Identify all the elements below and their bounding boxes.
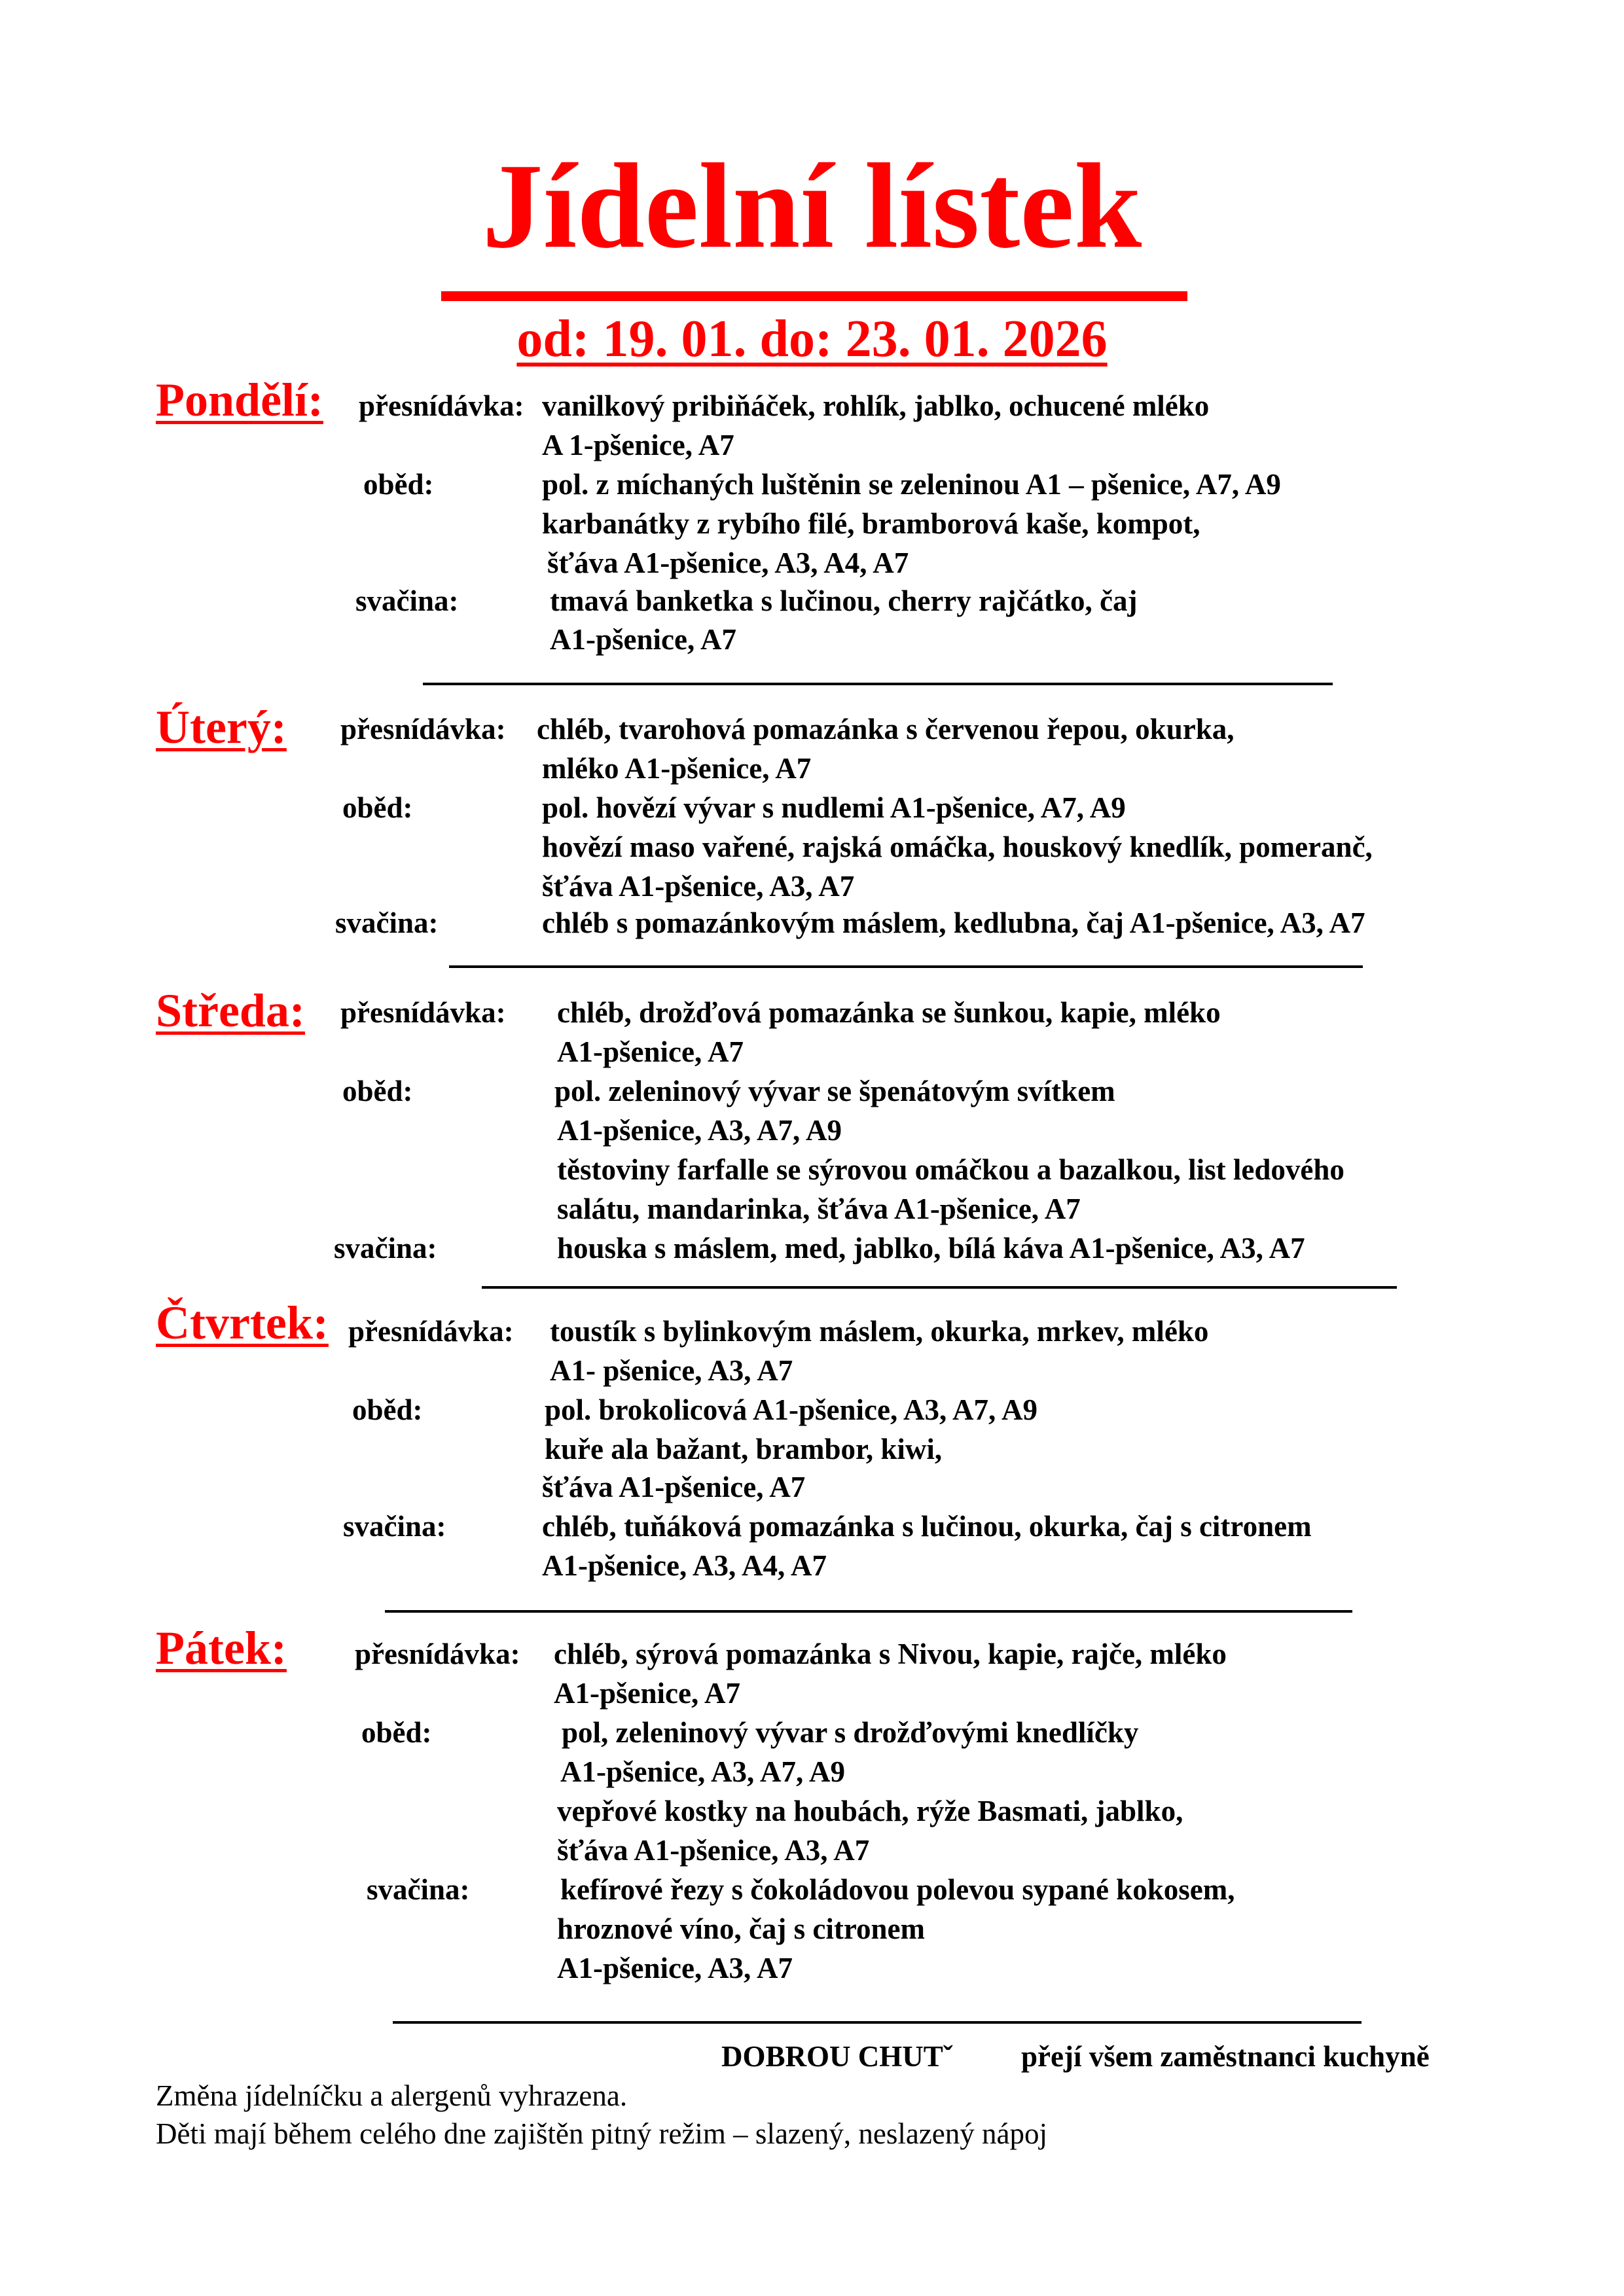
meal-line: vepřové kostky na houbách, rýže Basmati, jablko, [557, 1795, 1183, 1827]
footer-note-changes: Změna jídelníčku a alergenů vyhrazena. [156, 2079, 628, 2112]
meal-label-snack-afternoon: svačina: [334, 1232, 437, 1265]
meal-line: šťáva A1-pšenice, A7 [542, 1471, 806, 1503]
meal-label-snack-morning: přesnídávka: [359, 389, 524, 422]
day-separator [385, 1610, 1352, 1613]
meal-label-snack-morning: přesnídávka: [340, 713, 506, 745]
meal-label-snack-morning: přesnídávka: [348, 1315, 514, 1348]
meal-label-lunch: oběd: [342, 791, 413, 824]
meal-line: pol, zeleninový vývar s drožďovými knedlíčky [562, 1716, 1139, 1749]
meal-line: chléb, drožďová pomazánka se šunkou, kapie, mléko [557, 996, 1221, 1029]
meal-line: pol. brokolicová A1-pšenice, A3, A7, A9 [545, 1393, 1038, 1426]
day-separator [449, 965, 1363, 968]
meal-line: karbanátky z rybího filé, bramborová kaše, kompot, [542, 507, 1200, 540]
meal-line: šťáva A1-pšenice, A3, A7 [557, 1834, 870, 1867]
meal-line: A1- pšenice, A3, A7 [550, 1354, 793, 1387]
day-name-wednesday: Středa: [156, 984, 305, 1037]
meal-line: vanilkový pribiňáček, rohlík, jablko, ochucené mléko [542, 389, 1210, 422]
meal-line: A1-pšenice, A7 [557, 1035, 744, 1068]
day-separator [393, 2021, 1362, 2024]
meal-line: A1-pšenice, A3, A7, A9 [557, 1114, 842, 1147]
meal-line: hovězí maso vařené, rajská omáčka, houskový knedlík, pomeranč, [542, 831, 1373, 863]
meal-line: šťáva A1-pšenice, A3, A4, A7 [547, 547, 909, 579]
meal-line: mléko A1-pšenice, A7 [542, 752, 812, 785]
meal-label-lunch: oběd: [342, 1075, 413, 1107]
meal-line: chléb s pomazánkovým máslem, kedlubna, čaj A1-pšenice, A3, A7 [542, 906, 1365, 939]
meal-line: kefírové řezy s čokoládovou polevou sypané kokosem, [560, 1873, 1235, 1906]
day-name-monday: Pondělí: [156, 374, 324, 426]
meal-label-snack-afternoon: svačina: [335, 906, 439, 939]
meal-line: tmavá banketka s lučinou, cherry rajčátko, čaj [550, 584, 1138, 617]
meal-line: chléb, sýrová pomazánka s Nivou, kapie, rajče, mléko [554, 1638, 1227, 1670]
meal-label-lunch: oběd: [363, 468, 434, 501]
meal-line: hroznové víno, čaj s citronem [557, 1912, 926, 1945]
footer-note-drinks: Děti mají během celého dne zajištěn pitný režim – slazený, neslazený nápoj [156, 2117, 1047, 2150]
meal-line: A1-pšenice, A3, A4, A7 [542, 1549, 827, 1582]
meal-line: salátu, mandarinka, šťáva A1-pšenice, A7 [557, 1193, 1081, 1225]
meal-label-snack-morning: přesnídávka: [340, 996, 506, 1029]
day-name-friday: Pátek: [156, 1622, 287, 1674]
meal-line: pol. zeleninový vývar se špenátovým svítkem [554, 1075, 1115, 1107]
meal-label-snack-afternoon: svačina: [343, 1510, 446, 1543]
meal-line: kuře ala bažant, brambor, kiwi, [545, 1433, 943, 1465]
meal-line: A1-pšenice, A3, A7 [557, 1952, 793, 1984]
date-range: od: 19. 01. do: 23. 01. 2026 [516, 310, 1108, 368]
meal-label-lunch: oběd: [352, 1393, 423, 1426]
footer-greeting: DOBROU CHUTˇ [721, 2040, 953, 2073]
day-name-tuesday: Úterý: [156, 701, 287, 753]
meal-label-snack-afternoon: svačina: [355, 584, 459, 617]
meal-line: A 1-pšenice, A7 [542, 429, 734, 461]
meal-line: těstoviny farfalle se sýrovou omáčkou a bazalkou, list ledového [557, 1153, 1344, 1186]
meal-line: pol. z míchaných luštěnin se zeleninou A1 – pšenice, A7, A9 [542, 468, 1281, 501]
day-separator [482, 1286, 1397, 1289]
day-name-thursday: Čtvrtek: [156, 1297, 329, 1349]
day-separator [423, 683, 1333, 685]
meal-line: A1-pšenice, A7 [550, 623, 736, 656]
footer-from: přejí všem zaměstnanci kuchyně [1021, 2040, 1430, 2073]
meal-line: houska s máslem, med, jablko, bílá káva A1-pšenice, A3, A7 [557, 1232, 1305, 1265]
meal-line: A1-pšenice, A3, A7, A9 [560, 1755, 846, 1788]
meal-line: chléb, tvarohová pomazánka s červenou řepou, okurka, [537, 713, 1235, 745]
page-title: Jídelní lístek [482, 139, 1142, 274]
meal-line: pol. hovězí vývar s nudlemi A1-pšenice, A7, A9 [542, 791, 1126, 824]
meal-label-snack-morning: přesnídávka: [355, 1638, 520, 1670]
meal-line: šťáva A1-pšenice, A3, A7 [542, 870, 855, 903]
meal-line: chléb, tuňáková pomazánka s lučinou, okurka, čaj s citronem [542, 1510, 1312, 1543]
meal-line: A1-pšenice, A7 [554, 1677, 740, 1710]
meal-line: toustík s bylinkovým máslem, okurka, mrkev, mléko [550, 1315, 1209, 1348]
title-underline [441, 291, 1187, 301]
meal-label-lunch: oběd: [361, 1716, 432, 1749]
meal-label-snack-afternoon: svačina: [367, 1873, 470, 1906]
